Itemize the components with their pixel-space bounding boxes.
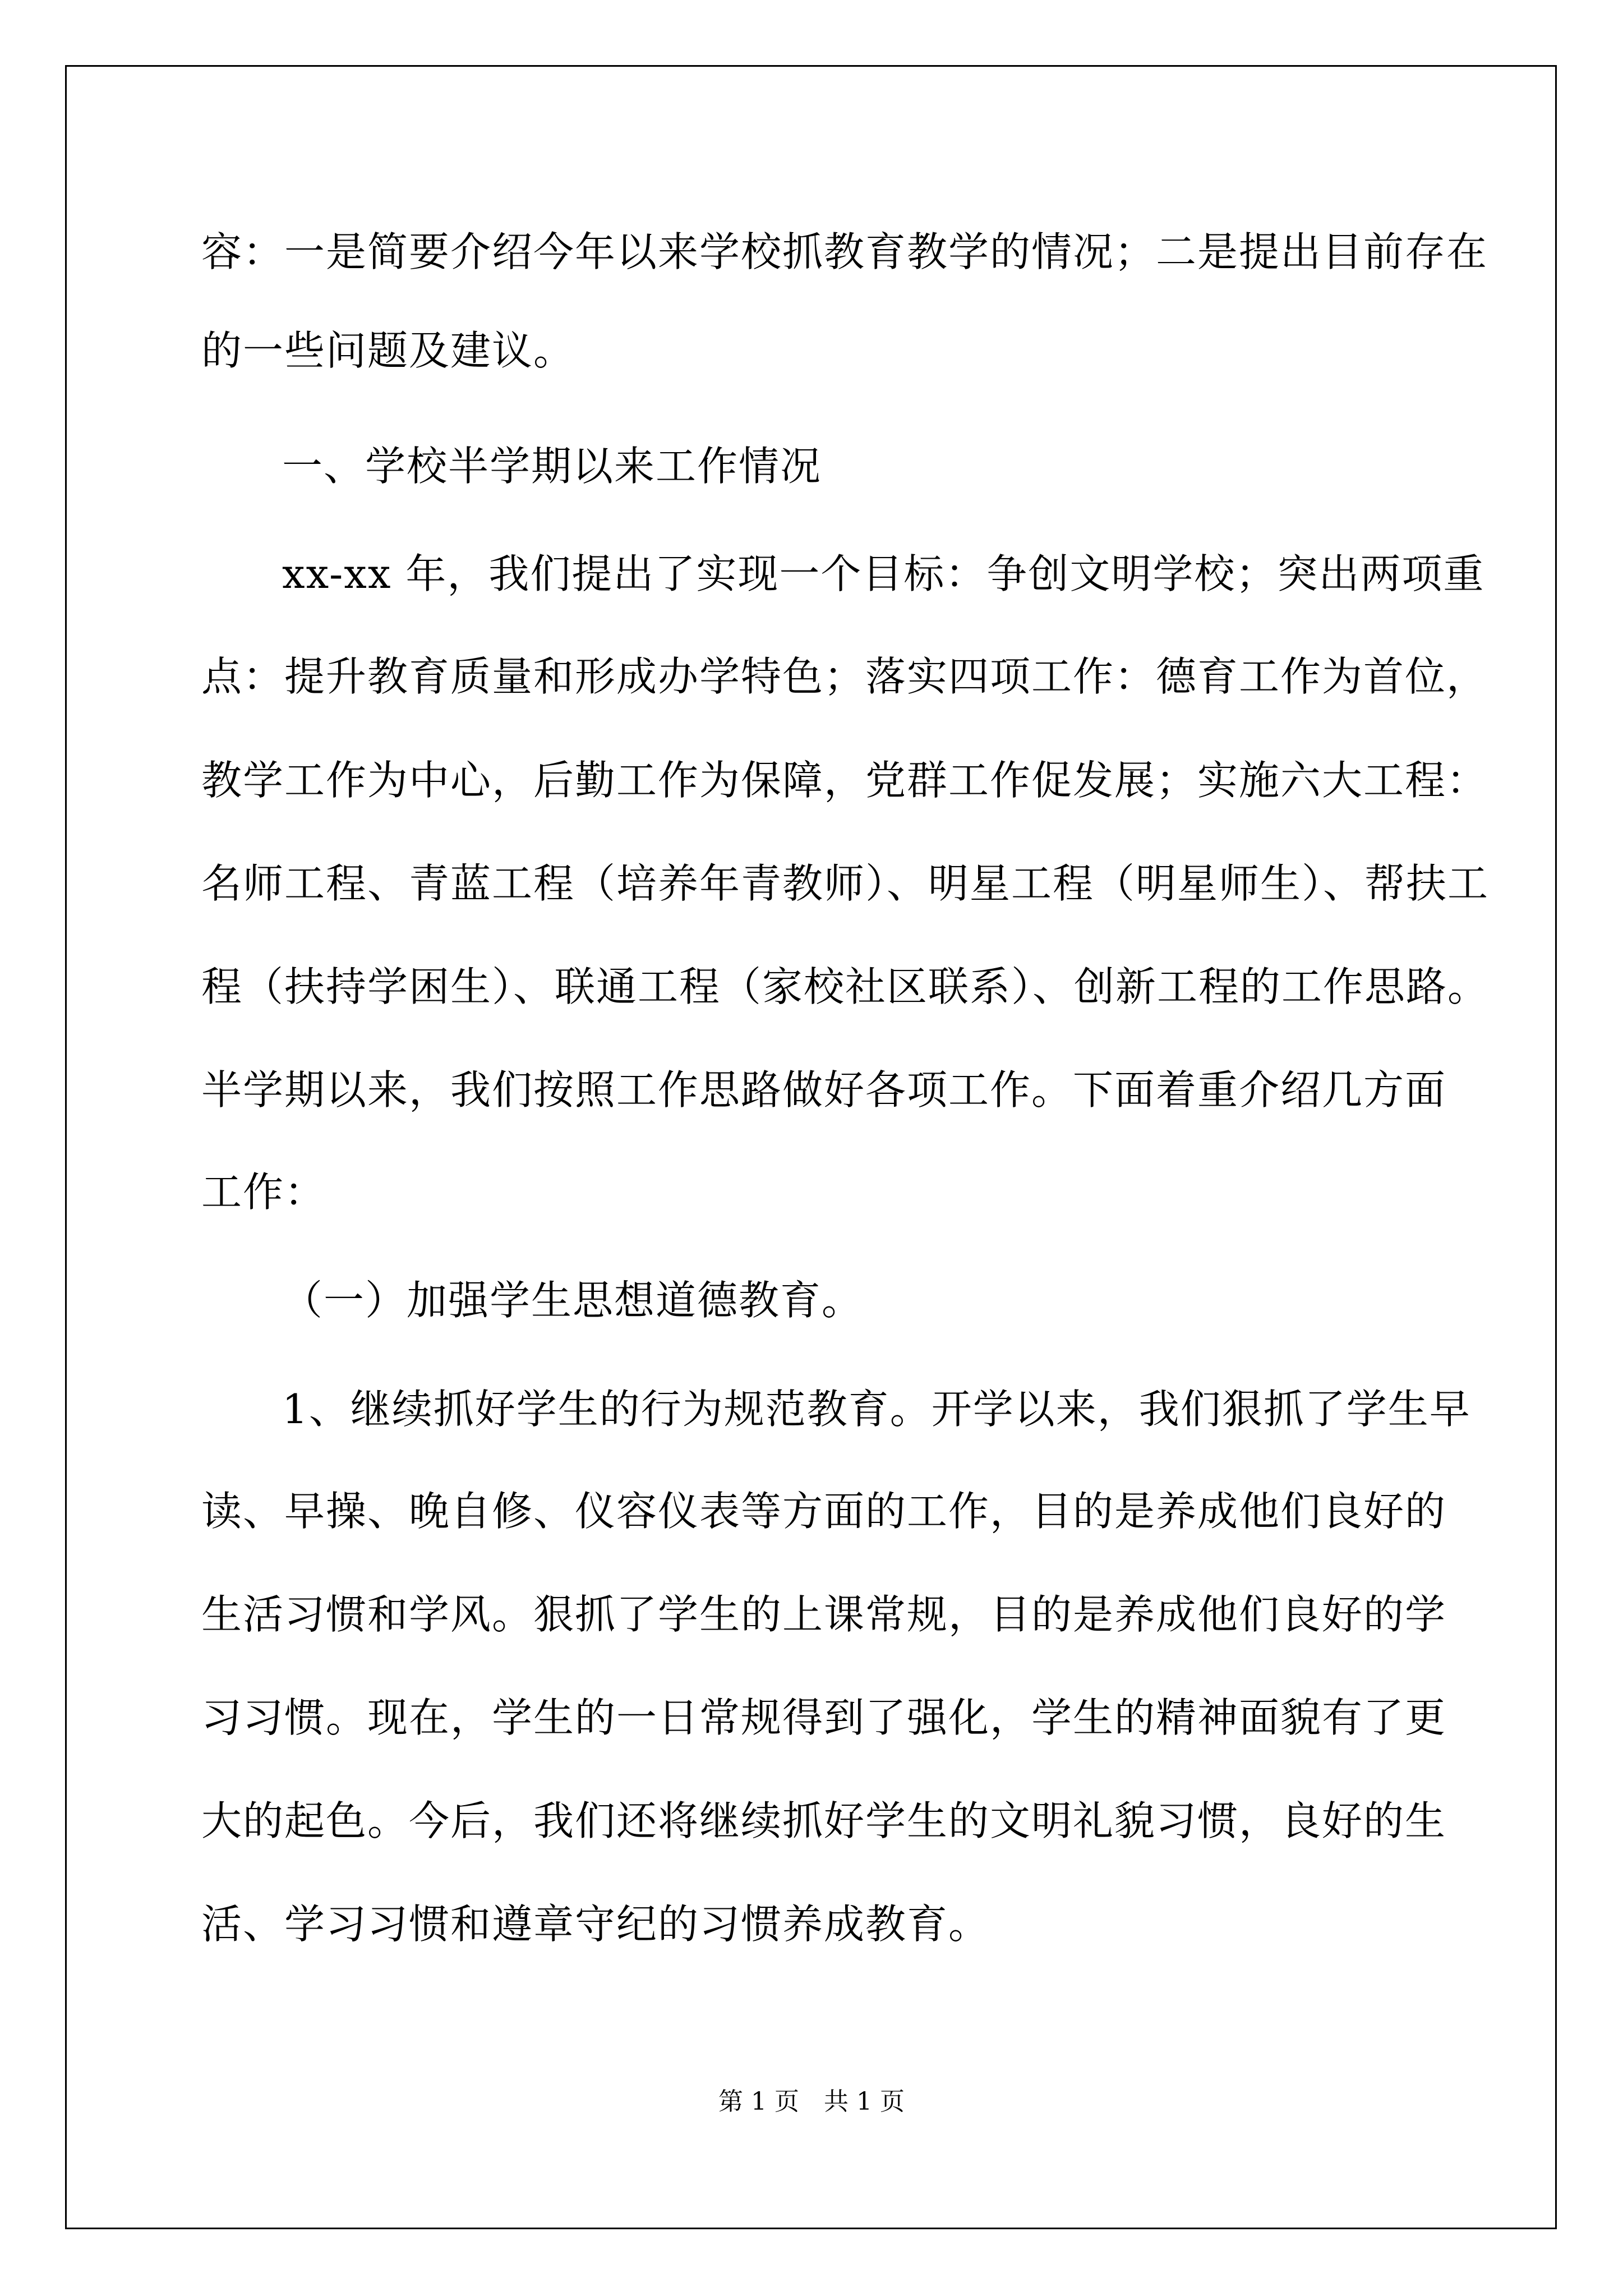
text-line: xx-xx 年，我们提出了实现一个目标：争创文明学校；突出两项重 xyxy=(282,550,1485,597)
text-line: 点：提升教育质量和形成办学特色；落实四项工作：德育工作为首位， xyxy=(201,653,1488,700)
text-line: 半学期以来，我们按照工作思路做好各项工作。下面着重介绍几方面 xyxy=(201,1066,1447,1114)
text-line: 的一些问题及建议。 xyxy=(201,327,575,374)
text-line: 习习惯。现在，学生的一日常规得到了强化，学生的精神面貌有了更 xyxy=(201,1694,1447,1741)
text-line: 程（扶持学困生）、联通工程（家校社区联系）、创新工程的工作思路。 xyxy=(201,963,1490,1010)
text-line: 工作： xyxy=(201,1168,326,1216)
text-line: 活、学习习惯和遵章守纪的习惯养成教育。 xyxy=(201,1901,990,1948)
text-line: 容：一是简要介绍今年以来学校抓教育教学的情况；二是提出目前存在 xyxy=(201,228,1488,275)
text-line: 1、继续抓好学生的行为规范教育。开学以来，我们狠抓了学生早 xyxy=(282,1386,1471,1433)
text-line: 名师工程、青蓝工程（培养年青教师）、明星工程（明星师生）、帮扶工 xyxy=(201,860,1490,907)
text-line: 大的起色。今后，我们还将继续抓好学生的文明礼貌习惯，良好的生 xyxy=(201,1797,1447,1844)
text-line: 教学工作为中心，后勤工作为保障，党群工作促发展；实施六大工程： xyxy=(201,757,1488,804)
page-number-footer: 第 1 页 共 1 页 xyxy=(718,2087,905,2116)
subsection-heading: （一）加强学生思想道德教育。 xyxy=(282,1277,864,1324)
text-line: 生活习惯和学风。狠抓了学生的上课常规，目的是养成他们良好的学 xyxy=(201,1591,1447,1638)
text-line: 读、早操、晚自修、仪容仪表等方面的工作，目的是养成他们良好的 xyxy=(201,1488,1447,1535)
section-heading: 一、学校半学期以来工作情况 xyxy=(282,443,822,490)
